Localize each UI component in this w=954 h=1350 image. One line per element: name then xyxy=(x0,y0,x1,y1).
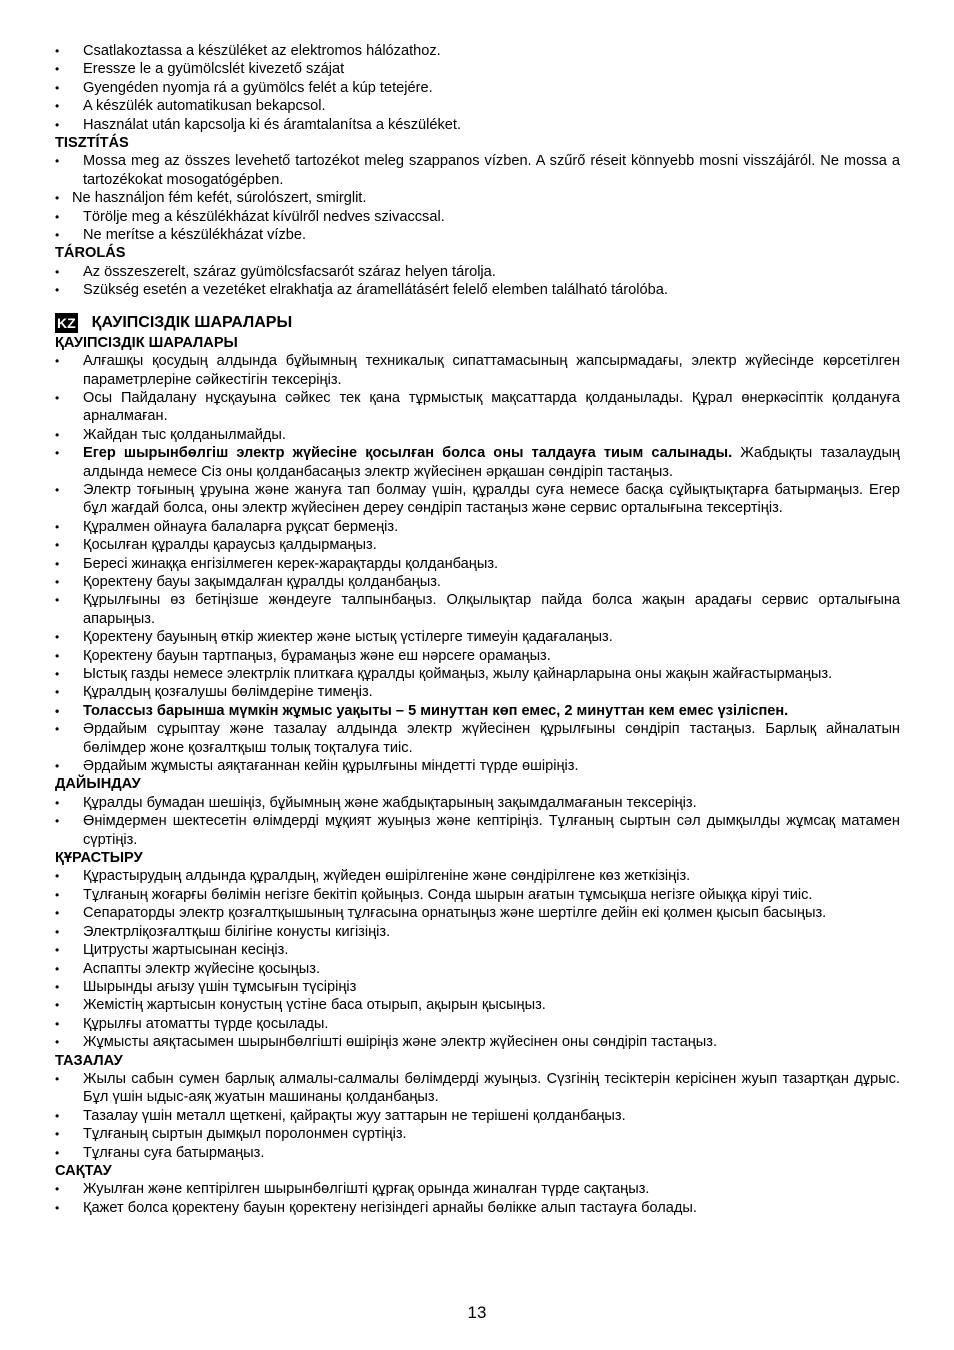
list-item: • Szükség esetén a vezetéket elrakhatja az áramellátásért felelő elemben található tárolóba. xyxy=(55,281,900,299)
list-item: • Әрдайым сұрыптау және тазалау алдында электр жүйесінен құрылғыны сөндіріп тастаңыз. Барлық айналатын бөлімдер жоне қозғалтқыш толық тоқталуға тиіс. xyxy=(55,720,900,757)
list-item: • Құралмен ойнауға балаларға рұқсат бермеңіз. xyxy=(55,518,900,536)
hu-cleaning-heading: TISZTÍTÁS xyxy=(55,135,129,152)
list-item: • Шырынды ағызу үшін тұмсығын түсіріңіз xyxy=(55,978,900,996)
list-item-warning xyxy=(55,444,900,481)
list-item: • Жемістің жартысын конустың үстіне баса отырып, ақырын қысыңыз. xyxy=(55,996,900,1014)
list-item: • Әрдайым жұмысты аяқтағаннан кейін құрылғыны міндетті түрде өшіріңіз. xyxy=(55,757,900,775)
list-item: • Törölje meg a készülékházat kívülről nedves szivaccsal. xyxy=(55,208,900,226)
list-item: • Gyengéden nyomja rá a gyümölcs felét a kúp tetejére. xyxy=(55,79,900,97)
list-item: • Осы Пайдалану нұсқауына сәйкес тек қана тұрмыстық мақсаттарда қолданылады. Құрал өнеркәсіптік қолдануға арналмаған. xyxy=(55,389,900,426)
document-page xyxy=(55,42,900,1217)
list-item: • Тұлғаның жоғарғы бөлімін негізге бекітіп қойыңыз. Сонда шырын ағатын тұмсықша негізге ойыққа кіруі тиіс. xyxy=(55,886,900,904)
kz-cleaning-heading: ТАЗАЛАУ xyxy=(55,1052,123,1069)
list-item: • Қажет болса қоректену бауын қоректену негізіндегі арнайы бөлікке алып тастауға болады. xyxy=(55,1199,900,1217)
page-number: 13 xyxy=(467,1303,487,1322)
list-item: • Қоректену бауы зақымдалған құралды қолданбаңыз. xyxy=(55,573,900,591)
list-item: • Жылы сабын сумен барлық алмалы-салмалы бөлімдерді жуыңыз. Сүзгінің тесіктерін керісінен жуып тазартқан дұрыс. Бұл үшін ыдыс-аяқ жуатын машинаны қолданбаңыз. xyxy=(55,1070,900,1107)
list-item: • Қосылған құралды қараусыз қалдырмаңыз. xyxy=(55,536,900,554)
hu-storage-list xyxy=(55,263,900,300)
list-item: • Қоректену бауының өткір жиектер және ыстық үстілерге тимеуін қадағалаңыз. xyxy=(55,628,900,646)
warning-bold-text: Егер шырынбөлгіш электр жүйесіне қосылған болса оны талдауға тиым салынады. xyxy=(83,445,733,462)
list-item: • Қоректену бауын тартпаңыз, бұрамаңыз және еш нәрсеге орамаңыз. xyxy=(55,647,900,665)
kz-title-text: ҚАУІПСІЗДІК ШАРАЛАРЫ xyxy=(91,313,293,331)
kz-safety-heading: ҚАУІПСІЗДІК ШАРАЛАРЫ xyxy=(55,334,238,351)
list-item-bold: • Толассыз барынша мүмкін жұмыс уақыты – 5 минуттан көп емес, 2 минуттан кем емес үзіліспен. xyxy=(55,702,900,720)
kz-storage-heading: САҚТАУ xyxy=(55,1162,112,1179)
list-item: • Алғашқы қосудың алдында бұйымның техникалық сипаттамасының жапсырмадағы, электр жүйесінде көрсетілген параметрлеріне сәйкестігін тексеріңіз. xyxy=(55,352,900,389)
list-item: • Құралды бумадан шешіңіз, бұйымның және жабдықтарының зақымдалмағанын тексеріңіз. xyxy=(55,794,900,812)
list-item: • Az összeszerelt, száraz gyümölcsfacsarót száraz helyen tárolja. xyxy=(55,263,900,281)
list-item: • Өнімдермен шектесетін өлімдерді мұқият жуыңыз және кептіріңіз. Тұлғаның сыртын сәл дымқылды жұмсақ матамен сүртіңіз. xyxy=(55,812,900,849)
list-item: • Тұлғаның сыртын дымқыл поролонмен сүртіңіз. xyxy=(55,1125,900,1143)
list-item: • Аспапты электр жүйесіне қосыңыз. xyxy=(55,960,900,978)
list-item: • Электрліқозғалтқыш білігіне конусты кигізіңіз. xyxy=(55,923,900,941)
kz-cleaning-list xyxy=(55,1070,900,1162)
list-item: • Құрылғыны өз бетіңізше жөндеуге талпынбаңыз. Олқылықтар пайда болса жақын арадағы сервис орталығына апарыңыз. xyxy=(55,591,900,628)
list-item: • Құрастырудың алдында құралдың, жүйеден өшірілгеніне және сөндірілгене көз жеткізіңіз. xyxy=(55,867,900,885)
list-item: • Használat után kapcsolja ki és áramtalanítsa a készüléket. xyxy=(55,116,900,134)
warning-rest-text: Жабдықты тазалаудың алдында немесе Сіз оны қолданбасаңыз электр жүйесінен әрқашан сөндіріп тастаңыз. xyxy=(83,445,900,480)
kz-section-title xyxy=(55,312,900,334)
kz-prep-heading: ДАЙЫНДАУ xyxy=(55,776,141,793)
list-item: • Жұмысты аяқтасымен шырынбөлгішті өшіріңіз және электр жүйесінен оны сөндіріп тастаңыз. xyxy=(55,1033,900,1051)
list-item: • Тазалау үшін металл щеткені, қайрақты жуу заттарын не терішені қолданбаңыз. xyxy=(55,1107,900,1125)
list-item: • Құрылғы атоматты түрде қосылады. xyxy=(55,1015,900,1033)
kz-prep-list xyxy=(55,794,900,849)
kz-safety-list xyxy=(55,352,900,775)
list-item: • A készülék automatikusan bekapcsol. xyxy=(55,97,900,115)
list-item: • Сепараторды электр қозғалтқышының тұлғасына орнатыңыз және шертілге дейін екі қолмен қысып басыңыз. xyxy=(55,904,900,922)
kz-storage-list xyxy=(55,1180,900,1217)
hu-storage-heading: TÁROLÁS xyxy=(55,245,126,262)
kz-assembly-list xyxy=(55,867,900,1051)
list-item: • Ne merítse a készülékházat vízbe. xyxy=(55,226,900,244)
list-item: • Бересі жинаққа енгізілмеген керек-жарақтарды қолданбаңыз. xyxy=(55,555,900,573)
list-item: • Csatlakoztassa a készüléket az elektromos hálózathoz. xyxy=(55,42,900,60)
list-item: • Ne használjon fém kefét, súrolószert, smirglit. xyxy=(55,189,900,207)
kz-assembly-heading: ҚҰРАСТЫРУ xyxy=(55,850,143,867)
list-item: • Mossa meg az összes levehető tartozékot meleg szappanos vízben. A szűrő réseit könnyebb mosni visszájáról. Ne mossa a tartozékokat mosogatógépben. xyxy=(55,152,900,189)
list-item: • Eressze le a gyümölcslét kivezető szájat xyxy=(55,60,900,78)
hu-usage-list xyxy=(55,42,900,134)
kz-language-badge: KZ xyxy=(57,314,76,331)
list-item: • Ыстық газды немесе электрлік плиткаға құралды қоймаңыз, жылу қайнарларына оны жақын жайғастырмаңыз. xyxy=(55,665,900,683)
list-item: • Жайдан тыс қолданылмайды. xyxy=(55,426,900,444)
list-item: • Цитрусты жартысынан кесіңіз. xyxy=(55,941,900,959)
list-item: • Жуылған және кептірілген шырынбөлгішті құрғақ орында жиналған түрде сақтаңыз. xyxy=(55,1180,900,1198)
list-item: • Құралдың қозғалушы бөлімдеріне тимеңіз. xyxy=(55,683,900,701)
list-item: • Тұлғаны суға батырмаңыз. xyxy=(55,1144,900,1162)
list-item: • Электр тоғының ұруына және жануға тап болмау үшін, құралды суға немесе басқа сұйықтықтарға батырмаңыз. Егер бұл жағдай болса, оны электр жүйесінен дереу сөндіріп тастаңыз және сервис орталығына тексертіңіз. xyxy=(55,481,900,518)
hu-cleaning-list xyxy=(55,152,900,244)
